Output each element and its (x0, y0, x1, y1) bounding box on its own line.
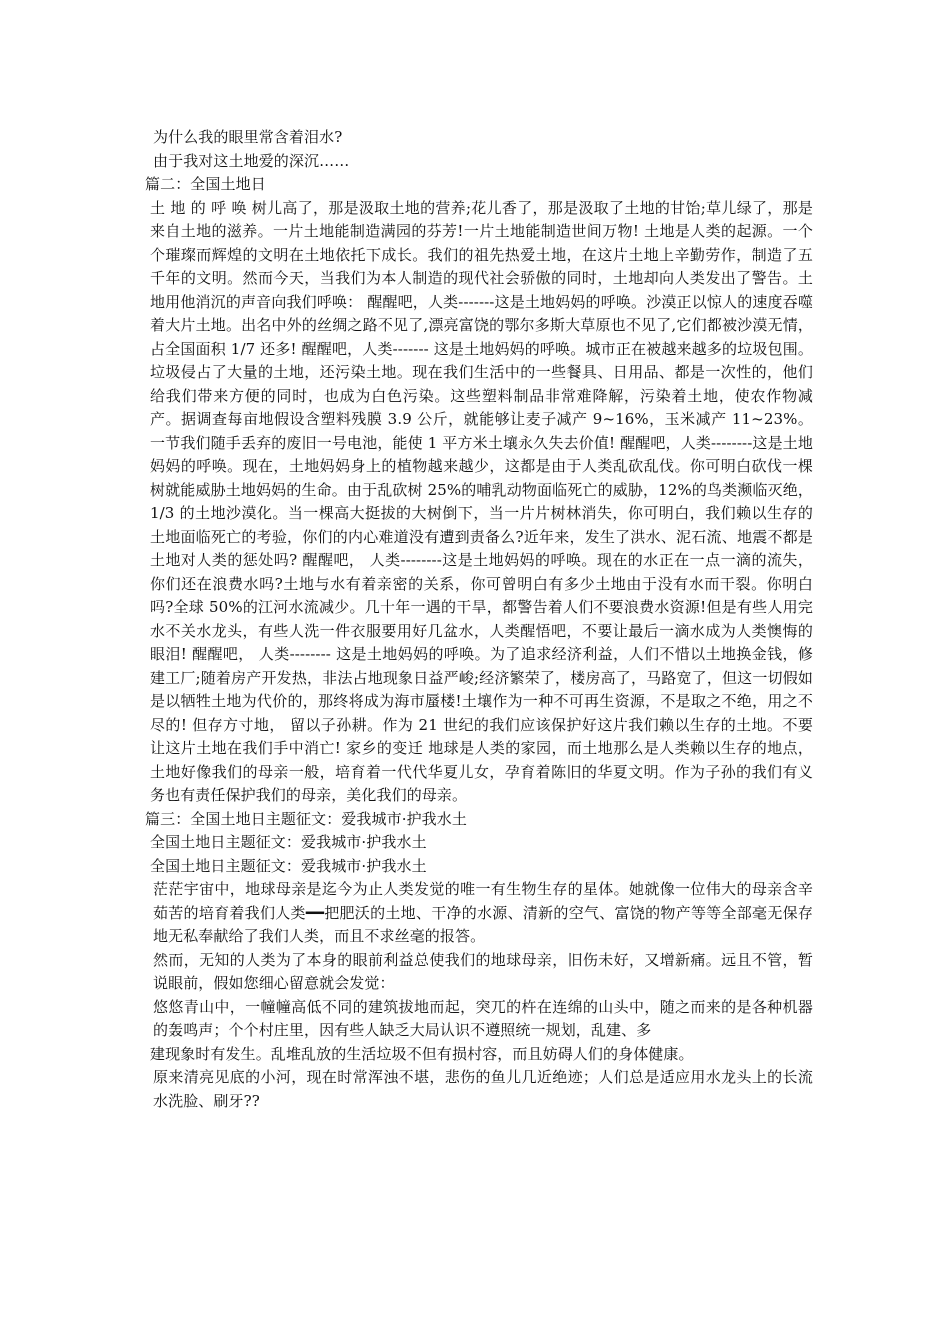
paragraph-land-call: 土 地 的 呼 唤 树儿高了，那是汲取土地的营养;花儿香了，那是汲取了土地的甘饴;草儿绿了，那是来自土地的滋养。一片土地能制造满园的芬芳!一片土地能制造世间万物! 土地是人类的起源。一个个璀璨而辉煌的文明在土地依托下成长。我们的祖先热爱土地，在这片土地上辛勤劳作，制造了五千年的文明。然而今天，当我们为本人制造的现代社会骄傲的同时，土地却向人类发出了警告。土地用他消沉的声音向我们呼唤： 醒醒吧，人类-------这是土地妈妈的呼唤。沙漠正以惊人的速度吞噬着大片土地。出名中外的丝绸之路不见了,漂亮富饶的鄂尔多斯大草原也不见了,它们都被沙漠无情，占全国面积 1/7 还多! 醒醒吧，人类------- 这是土地妈妈的呼唤。城市正在被越来越多的垃圾包围。垃圾侵占了大量的土地，还污染土地。现在我们生活中的一些餐具、日用品、都是一次性的，他们给我们带来方便的同时，也成为白色污染。这些塑料制品非常难降解，污染着土地，使农作物减产。据调查每亩地假设含塑料残膜 3.9 公斤，就能够让麦子减产 9~16%，玉米减产 11~23%。一节我们随手丢弃的废旧一号电池，能使 1 平方米土壤永久失去价值! 醒醒吧，人类--------这是土地妈妈的呼唤。现在，土地妈妈身上的植物越来越少，这都是由于人类乱砍乱伐。你可明白砍伐一棵树就能威胁土地妈妈的生命。由于乱砍树 25%的哺乳动物面临死亡的威胁，12%的鸟类濒临灭绝，1/3 的土地沙漠化。当一棵高大挺拔的大树倒下，当一片片树林消失，你可明白，我们赖以生存的土地面临死亡的考验，你们的内心难道没有遭到责备么?近年来，发生了洪水、泥石流、地震不都是土地对人类的惩处吗? 醒醒吧， 人类--------这是土地妈妈的呼唤。现在的水正在一点一滴的流失，你们还在浪费水吗?土地与水有着亲密的关系，你可曾明白有多少土地由于没有水而干裂。你明白吗?全球 50%的江河水流减少。几十年一遇的干旱，都警告着人们不要浪费水资源!但是有些人用完水不关水龙头，有些人洗一件衣服要用好几盆水，人类醒悟吧，不要让最后一滴水成为人类懊悔的眼泪! 醒醒吧， 人类-------- 这是土地妈妈的呼唤。为了追求经济利益，人们不惜以土地换金钱，修建工厂;随着房产开发热，非法占地现象日益严峻;经济繁荣了，楼房高了，马路宽了，但这一切假如是以牺牲土地为代价的，那终将成为海市蜃楼!土壤作为一种不可再生资源，不是取之不绝，用之不尽的! 但存方寸地， 留以子孙耕。作为 21 世纪的我们应该保护好这片我们赖以生存的土地。不要让这片土地在我们手中消亡! 家乡的变迁 地球是人类的家园，而土地那么是人类赖以生存的地点，土地好像我们的母亲一般，培育着一代代华夏儿女，孕育着陈旧的华夏文明。作为子孙的我们有义务也有责任保护我们的母亲，美化我们的母亲。 (150, 198, 813, 804)
paragraph-however: 然而，无知的人类为了本身的眼前利益总使我们的地球母亲，旧伤未好，又增新痛。远且不管，暂说眼前，假如您细心留意就会发觉： (153, 950, 813, 992)
paragraph-green-hills: 悠悠青山中，一幢幢高低不同的建筑拔地而起，突兀的杵在连绵的山头中，随之而来的是各种机器的轰鸣声；个个村庄里，因有些人缺乏大局认识不遵照统一规划，乱建、多 (153, 997, 813, 1039)
paragraph-universe: 茫茫宇宙中，地球母亲是迄今为止人类发觉的唯一有生物生存的星体。她就像一位伟大的母亲含辛茹苦的培育着我们人类━━把肥沃的土地、干净的水源、清新的空气、富饶的物产等等全部毫无保存地无私奉献给了我们人类，而且不求丝毫的报答。 (153, 880, 813, 945)
paragraph-question: 为什么我的眼里常含着泪水? (153, 128, 343, 146)
section-heading-part2: 篇二：全国土地日 (145, 175, 266, 193)
document-page (145, 126, 813, 1113)
paragraph-river: 原来清亮见底的小河，现在时常浑浊不堪，悲伤的鱼儿几近绝迹；人们总是适应用水龙头上的长流水洗脸、刷牙?? (153, 1068, 813, 1110)
paragraph-answer: 由于我对这土地爱的深沉…… (153, 151, 350, 170)
paragraph-subtitle-1: 全国土地日主题征文：爱我城市·护我水土 (150, 833, 427, 851)
section-heading-part3: 篇三：全国土地日主题征文：爱我城市·护我水土 (145, 809, 467, 828)
paragraph-subtitle-2: 全国土地日主题征文：爱我城市·护我水土 (150, 856, 427, 875)
paragraph-construction: 建现象时有发生。乱堆乱放的生活垃圾不但有损村容，而且妨碍人们的身体健康。 (150, 1044, 694, 1063)
